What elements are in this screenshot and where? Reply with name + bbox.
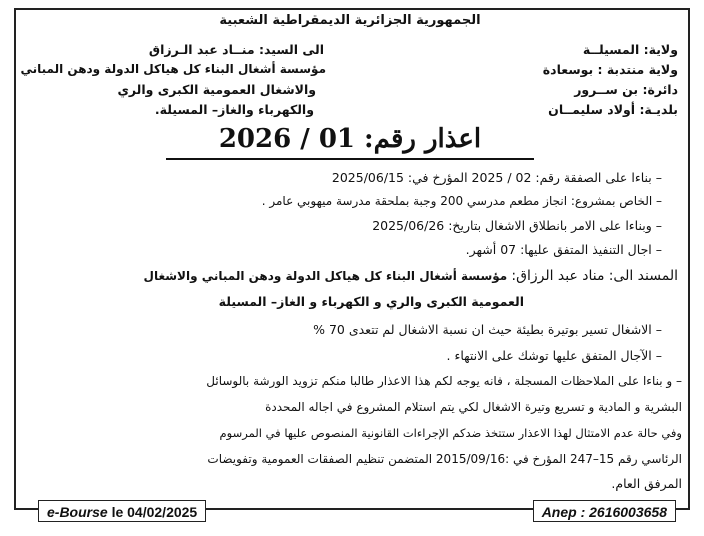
- anep-label: Anep: [541, 504, 577, 520]
- recipient-line: الى السيد: منــاد عبد الـرزاق: [148, 42, 324, 57]
- commune-line: بلديـة: أولاد سليمــان: [548, 102, 678, 117]
- addressee-name: مناد عبد الرزاق:: [511, 268, 605, 284]
- addressee-line: [144, 268, 678, 284]
- deadline-item: – اجال التنفيذ المتفق عليها: 07 أشهر.: [465, 242, 662, 257]
- delegated-wilaya-line: ولاية منتدبة : بوسعادة: [542, 62, 678, 77]
- addressee-company: مؤسسة أشغال البناء كل هياكل الدولة ودهن المباني والاشغال: [143, 269, 508, 283]
- paragraph-line-1: البشرية و المادية و تسريع وتيرة الاشغال لكي يتم استلام المشروع في اجاله المحددة: [265, 400, 682, 414]
- paragraph-line-2: وفي حالة عدم الامتثال لهذا الاعذار ستتخذ ضدكم الإجراءات القانونية المنصوص عليها في المرسوم: [219, 426, 682, 440]
- ebourse-label: e-Bourse: [47, 504, 108, 520]
- daira-line: دائرة: بن ســرور: [574, 82, 678, 97]
- paragraph-line-3: الرئاسي رقم 15–247 المؤرخ في :2015/09/16 المتضمن تنظيم الصفقات العمومية وتفويضات: [207, 452, 682, 466]
- wilaya-line: ولاية: المسيلــة: [582, 42, 678, 57]
- notice-title: اعذار رقم: 01 / 2026: [218, 124, 482, 154]
- title-underline: [166, 158, 534, 160]
- addressee-prefix: المسند الى:: [608, 268, 678, 284]
- company-line-2: والاشغال العمومية الكبرى والري: [117, 82, 316, 97]
- republic-heading: الجمهورية الجزائرية الديمقراطية الشعبية: [219, 13, 481, 28]
- paragraph-line-4: المرفق العام.: [611, 476, 682, 491]
- addressee-company-cont: العمومية الكبرى والري و الكهرباء و الغاز– المسيلة: [218, 294, 524, 309]
- company-line-1: مؤسسة أشغال البناء كل هياكل الدولة ودهن المباني: [20, 62, 326, 76]
- ebourse-badge: [38, 500, 206, 522]
- anep-badge: [533, 500, 676, 522]
- project-item: – الخاص بمشروع: انجاز مطعم مدرسي 200 وجبة بملحقة مدرسة ميهوبي عامر .: [261, 194, 662, 208]
- deadline-observation: – الآجال المتفق عليها توشك على الانتهاء .: [446, 348, 662, 363]
- ebourse-date: le 04/02/2025: [107, 504, 198, 520]
- anep-number: : 2616003658: [576, 504, 667, 520]
- contract-item: – بناءا على الصفقة رقم: 02 / 2025 المؤرخ في: 2025/06/15: [331, 170, 662, 185]
- progress-observation: – الاشغال تسير بوتيرة بطيئة حيث ان نسبة الاشغال لم تتعدى 70 %: [313, 322, 662, 337]
- notice-observation: – و بناءا على الملاحظات المسجلة ، فانه يوجه لكم هذا الاعذار طالبا منكم تزويد الورشة بالوسائل: [206, 374, 682, 388]
- start-order-item: – وبناءا على الامر بانطلاق الاشغال بتاريخ: 2025/06/26: [372, 218, 662, 233]
- company-line-3: والكهرباء والغاز– المسيلة.: [154, 102, 314, 117]
